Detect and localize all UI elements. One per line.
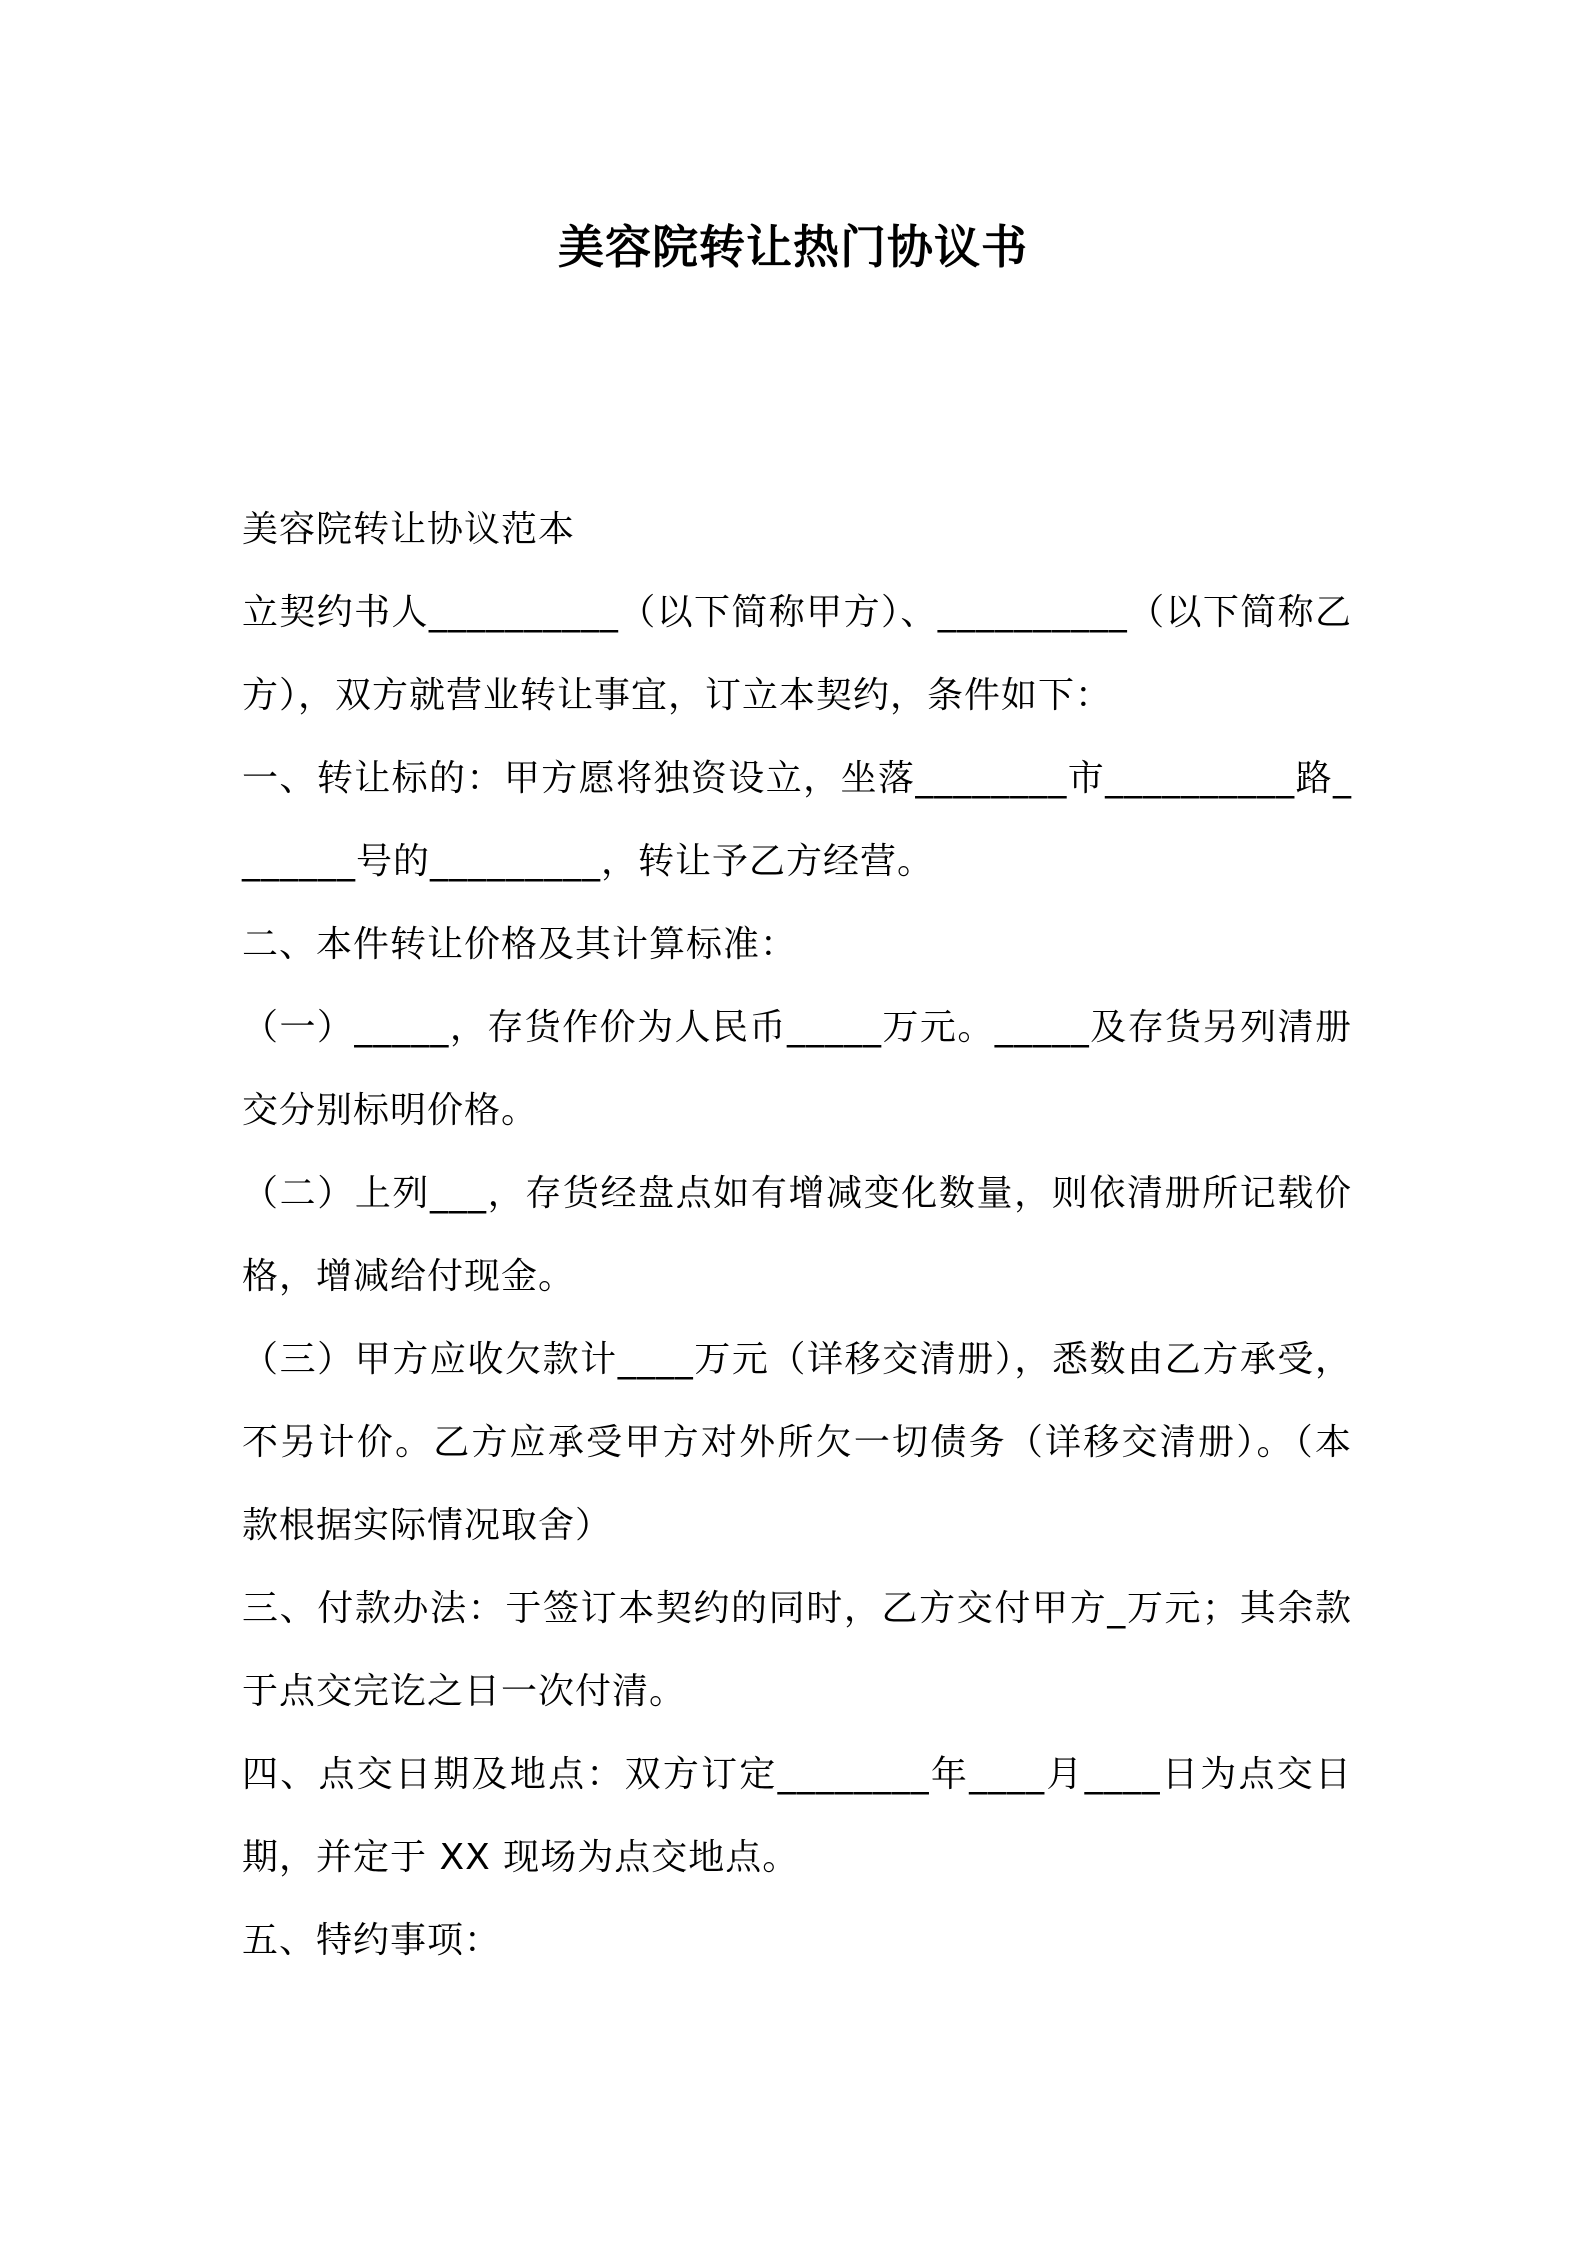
paragraph-parties: 立契约书人__________（以下简称甲方）、__________（以下简称乙方），双方就营业转让事宜，订立本契约，条件如下： xyxy=(242,592,1352,716)
paragraph-clause-3: 三、付款办法：于签订本契约的同时，乙方交付甲方_万元；其余款于点交完讫之日一次付清。 xyxy=(242,1588,1352,1712)
document-title: 美容院转让热门协议书 xyxy=(558,220,1028,274)
paragraph-clause-2-item-1: （一）_____，存货作价为人民币_____万元。_____及存货另列清册交分别标明价格。 xyxy=(242,1007,1352,1131)
paragraph-clause-4: 四、点交日期及地点：双方订定________年____月____日为点交日期，并定于 XX 现场为点交地点。 xyxy=(242,1754,1352,1878)
paragraph-clause-5: 五、特约事项： xyxy=(242,1920,502,1961)
paragraph-clause-2-item-3: （三）甲方应收欠款计____万元（详移交清册），悉数由乙方承受，不另计价。乙方应承受甲方对外所欠一切债务（详移交清册）。（本款根据实际情况取舍） xyxy=(242,1339,1352,1546)
document-body xyxy=(242,488,1352,1982)
paragraph-clause-2-item-2: （二）上列___，存货经盘点如有增减变化数量，则依清册所记载价格，增减给付现金。 xyxy=(242,1173,1352,1297)
paragraph-clause-1: 一、转让标的：甲方愿将独资设立，坐落________市__________路_______号的_________，转让予乙方经营。 xyxy=(242,758,1352,882)
paragraph-clause-2: 二、本件转让价格及其计算标准： xyxy=(242,924,798,965)
paragraph-subtitle: 美容院转让协议范本 xyxy=(242,509,576,550)
